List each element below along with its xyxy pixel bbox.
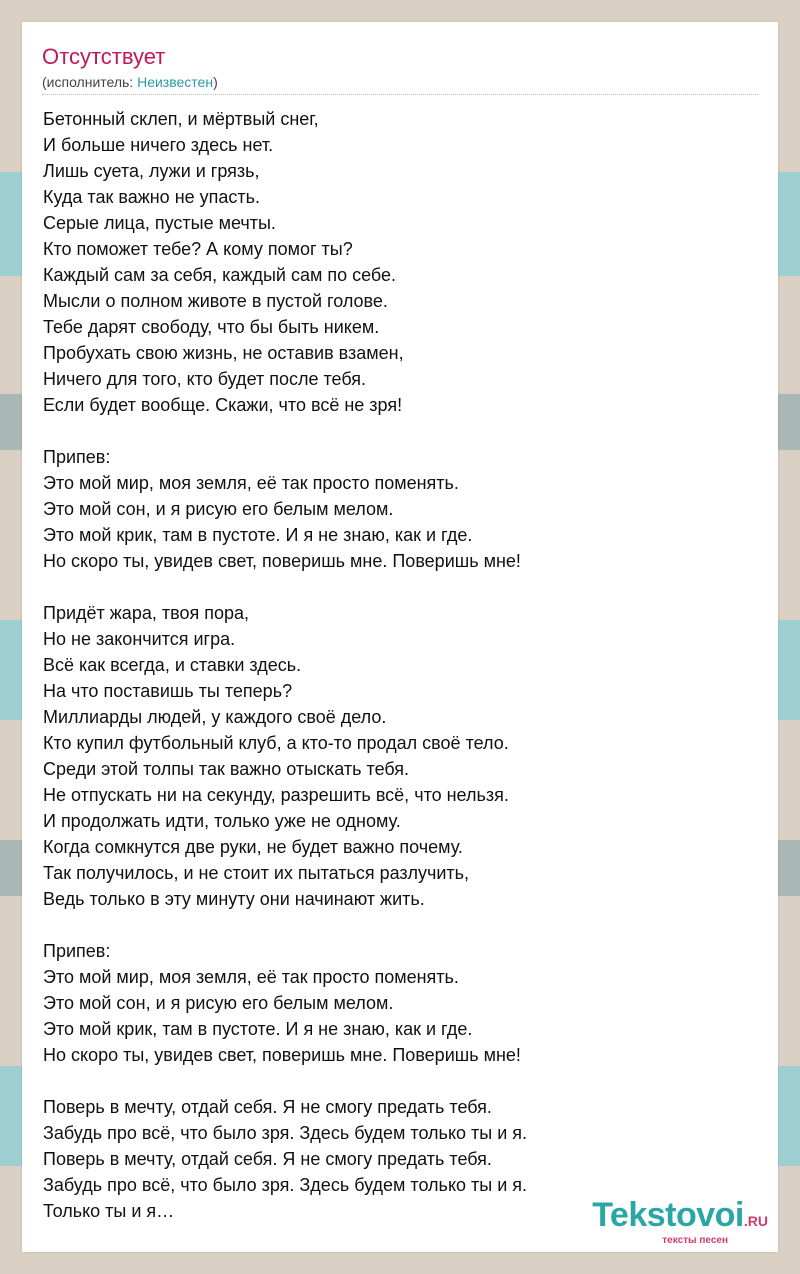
logo-tld: .RU — [743, 1213, 768, 1229]
song-title: Отсутствует — [42, 44, 166, 69]
lyric-line: Бетонный склеп, и мёртвый снег, — [43, 109, 319, 129]
lyric-line: Ничего для того, кто будет после тебя. — [43, 369, 367, 389]
stanza-gap — [43, 1068, 763, 1094]
lyric-line: Каждый сам за себя, каждый сам по себе. — [43, 265, 397, 285]
lyric-line: Только ты и я… — [43, 1201, 175, 1221]
lyric-line: Это мой сон, и я рисую его белым мелом. — [43, 499, 394, 519]
chorus-label: Припев: — [43, 447, 111, 467]
header-divider — [42, 94, 758, 95]
lyric-line: Поверь в мечту, отдай себя. Я не смогу предать тебя. — [43, 1149, 492, 1169]
logo-name: Tekstovoi — [592, 1196, 744, 1234]
lyric-line: Ведь только в эту минуту они начинают жить. — [43, 889, 425, 909]
performer-line — [42, 73, 218, 91]
lyric-line: Это мой мир, моя земля, её так просто поменять. — [43, 473, 459, 493]
lyrics-text — [43, 106, 763, 1224]
chorus-label: Припев: — [43, 941, 111, 961]
lyric-line: Лишь суета, лужи и грязь, — [43, 161, 260, 181]
lyric-line: Не отпускать ни на секунду, разрешить всё, что нельзя. — [43, 785, 509, 805]
lyric-line: Если будет вообще. Скажи, что всё не зря! — [43, 395, 403, 415]
lyric-line: Тебе дарят свободу, что бы быть никем. — [43, 317, 380, 337]
logo-tagline: тексты песен — [662, 1235, 728, 1246]
lyric-line: Это мой крик, там в пустоте. И я не знаю, как и где. — [43, 525, 473, 545]
lyrics-card — [22, 22, 778, 1252]
stanza-gap — [43, 912, 763, 938]
lyric-line: Но не закончится игра. — [43, 629, 236, 649]
lyric-line: Пробухать свою жизнь, не оставив взамен, — [43, 343, 404, 363]
lyric-line: На что поставишь ты теперь? — [43, 681, 293, 701]
lyric-line: Но скоро ты, увидев свет, поверишь мне. Поверишь мне! — [43, 551, 521, 571]
site-logo[interactable] — [592, 1197, 768, 1246]
lyric-line: Всё как всегда, и ставки здесь. — [43, 655, 302, 675]
logo-wordmark — [592, 1197, 768, 1239]
chorus-1 — [43, 444, 763, 574]
lyric-line: И продолжать идти, только уже не одному. — [43, 811, 401, 831]
lyric-line: И больше ничего здесь нет. — [43, 135, 274, 155]
performer-suffix: ) — [213, 74, 218, 90]
lyric-line: Миллиарды людей, у каждого своё дело. — [43, 707, 387, 727]
lyric-line: Забудь про всё, что было зря. Здесь будем только ты и я. — [43, 1123, 528, 1143]
lyric-line: Так получилось, и не стоит их пытаться разлучить, — [43, 863, 470, 883]
lyric-line: Это мой крик, там в пустоте. И я не знаю, как и где. — [43, 1019, 473, 1039]
lyric-line: Серые лица, пустые мечты. — [43, 213, 276, 233]
lyric-line: Это мой мир, моя земля, её так просто поменять. — [43, 967, 459, 987]
lyric-line: Мысли о полном животе в пустой голове. — [43, 291, 388, 311]
performer-link[interactable]: Неизвестен — [137, 74, 214, 90]
verse-1 — [43, 106, 763, 418]
chorus-2 — [43, 938, 763, 1068]
lyric-line: Забудь про всё, что было зря. Здесь будем только ты и я. — [43, 1175, 528, 1195]
performer-prefix: (исполнитель: — [42, 74, 138, 90]
lyric-line: Когда сомкнутся две руки, не будет важно почему. — [43, 837, 463, 857]
stanza-gap — [43, 574, 763, 600]
lyric-line: Кто поможет тебе? А кому помог ты? — [43, 239, 353, 259]
lyric-line: Куда так важно не упасть. — [43, 187, 261, 207]
lyric-line: Кто купил футбольный клуб, а кто-то продал своё тело. — [43, 733, 509, 753]
lyric-line: Придёт жара, твоя пора, — [43, 603, 249, 623]
lyric-line: Поверь в мечту, отдай себя. Я не смогу предать тебя. — [43, 1097, 492, 1117]
lyric-line: Но скоро ты, увидев свет, поверишь мне. Поверишь мне! — [43, 1045, 521, 1065]
lyric-line: Среди этой толпы так важно отыскать тебя. — [43, 759, 410, 779]
stanza-gap — [43, 418, 763, 444]
verse-2 — [43, 600, 763, 912]
lyric-line: Это мой сон, и я рисую его белым мелом. — [43, 993, 394, 1013]
